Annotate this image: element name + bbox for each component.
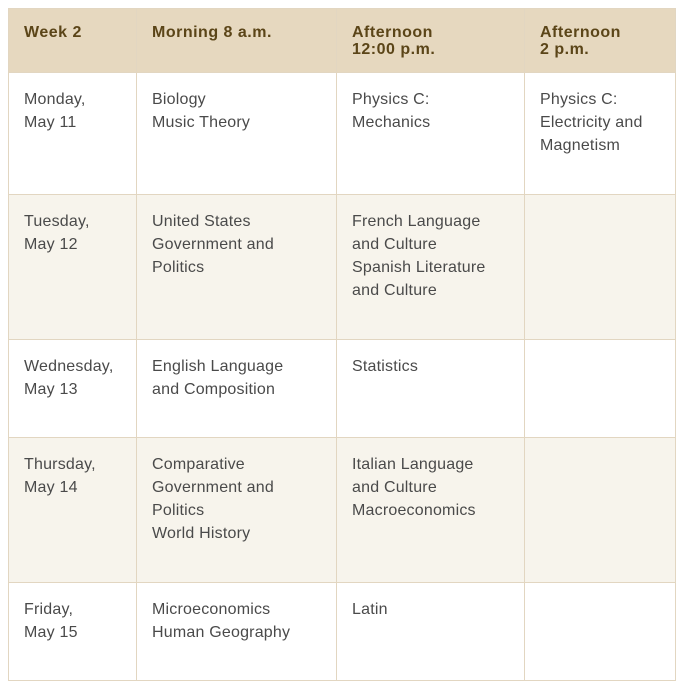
date-text: May 14 <box>24 479 78 496</box>
header-afternoon-2pm-line: Afternoon <box>540 24 621 41</box>
exam-text: Physics C: <box>540 91 618 108</box>
two-pm-cell <box>525 583 676 681</box>
exam-text: Politics <box>152 259 205 276</box>
morning-cell <box>137 73 337 195</box>
day-text: Friday, <box>24 601 74 618</box>
exam-text: Physics C: <box>352 91 430 108</box>
exam-text: Human Geography <box>152 624 291 641</box>
exam-text: Government and <box>152 479 274 496</box>
day-cell <box>9 583 137 681</box>
header-afternoon-noon <box>337 9 525 73</box>
header-morning-label: Morning 8 a.m. <box>152 24 272 41</box>
noon-cell <box>337 195 525 340</box>
date-text: May 11 <box>24 114 77 131</box>
header-week-label: Week 2 <box>24 24 82 41</box>
exam-text: Microeconomics <box>152 601 271 618</box>
day-cell <box>9 340 137 438</box>
morning-cell <box>137 438 337 583</box>
header-afternoon-2pm-time: 2 p.m. <box>540 41 590 58</box>
morning-cell <box>137 195 337 340</box>
table-row <box>9 195 676 340</box>
date-text: May 13 <box>24 381 78 398</box>
header-week <box>9 9 137 73</box>
exam-text: Biology <box>152 91 206 108</box>
exam-text: and Culture <box>352 236 437 253</box>
noon-cell <box>337 73 525 195</box>
table-row <box>9 583 676 681</box>
exam-text: Comparative <box>152 456 245 473</box>
header-row <box>9 9 676 73</box>
day-cell <box>9 438 137 583</box>
header-afternoon-noon-line: Afternoon <box>352 24 433 41</box>
day-cell <box>9 195 137 340</box>
exam-text: Music Theory <box>152 114 251 131</box>
noon-cell <box>337 438 525 583</box>
exam-text: French Language <box>352 213 481 230</box>
table-row <box>9 340 676 438</box>
exam-text: Macroeconomics <box>352 502 476 519</box>
header-morning <box>137 9 337 73</box>
exam-schedule-table <box>8 8 676 681</box>
date-text: May 15 <box>24 624 78 641</box>
exam-text: Government and <box>152 236 274 253</box>
exam-text: Statistics <box>352 358 419 375</box>
morning-cell <box>137 583 337 681</box>
exam-text: Latin <box>352 601 388 618</box>
day-text: Thursday, <box>24 456 96 473</box>
day-cell <box>9 73 137 195</box>
day-text: Wednesday, <box>24 358 114 375</box>
day-text: Tuesday, <box>24 213 90 230</box>
noon-cell <box>337 583 525 681</box>
two-pm-cell <box>525 438 676 583</box>
exam-text: and Culture <box>352 282 437 299</box>
exam-text: English Language <box>152 358 284 375</box>
exam-text: Mechanics <box>352 114 431 131</box>
exam-text: and Composition <box>152 381 276 398</box>
noon-cell <box>337 340 525 438</box>
exam-text: Politics <box>152 502 205 519</box>
exam-text: World History <box>152 525 251 542</box>
two-pm-cell <box>525 73 676 195</box>
day-text: Monday, <box>24 91 86 108</box>
exam-text: Italian Language <box>352 456 474 473</box>
header-afternoon-noon-time: 12:00 p.m. <box>352 41 436 58</box>
exam-text: Electricity and <box>540 114 643 131</box>
exam-text: and Culture <box>352 479 437 496</box>
table-row <box>9 438 676 583</box>
two-pm-cell <box>525 195 676 340</box>
two-pm-cell <box>525 340 676 438</box>
exam-text: United States <box>152 213 251 230</box>
header-afternoon-2pm <box>525 9 676 73</box>
exam-text: Magnetism <box>540 137 621 154</box>
morning-cell <box>137 340 337 438</box>
table-row <box>9 73 676 195</box>
exam-text: Spanish Literature <box>352 259 486 276</box>
date-text: May 12 <box>24 236 78 253</box>
